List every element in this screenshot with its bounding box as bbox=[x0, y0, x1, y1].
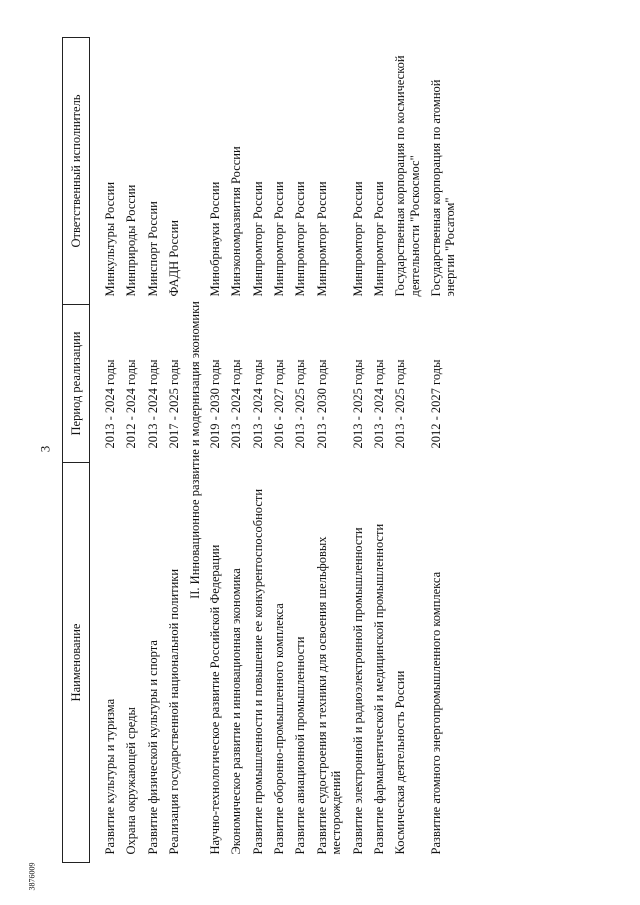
table-row bbox=[426, 38, 462, 863]
header-executor: Ответственный исполнитель bbox=[63, 38, 90, 305]
table-row bbox=[100, 38, 121, 863]
program-name-cell: Развитие культуры и туризма bbox=[103, 698, 117, 855]
program-name-cell: Развитие атомного энергопромышленного комплекса bbox=[429, 571, 443, 855]
table-row bbox=[164, 38, 185, 863]
rotated-table-sheet bbox=[62, 38, 552, 863]
program-name-cell: Развитие авиационной промышленности bbox=[293, 636, 308, 855]
period-cell: 2013 - 2024 годы bbox=[250, 359, 265, 449]
executor-cell: Государственная корпорация по атомной энергии "Росатом" bbox=[429, 79, 458, 297]
header-period: Период реализации bbox=[63, 305, 90, 463]
spacer-cell bbox=[90, 38, 101, 863]
executor-cell: Минпромторг России bbox=[371, 181, 386, 297]
executor-cell: ФАДН России bbox=[167, 220, 182, 297]
program-name-cell: Реализация государственной национальной политики bbox=[167, 568, 182, 855]
period-cell: 2013 - 2024 годы bbox=[371, 359, 386, 449]
table-row bbox=[290, 38, 311, 863]
table-row bbox=[205, 38, 226, 863]
period-cell: 2017 - 2025 годы bbox=[167, 359, 182, 449]
period-cell: 2013 - 2024 годы bbox=[103, 359, 117, 449]
table-row bbox=[348, 38, 369, 863]
period-cell: 2013 - 2025 годы bbox=[350, 359, 365, 449]
programs-table bbox=[62, 37, 462, 863]
program-name-cell: Научно-технологическое развитие Российской Федерации bbox=[207, 544, 222, 855]
executor-cell: Минпромторг России bbox=[250, 181, 265, 297]
executor-cell: Минпромторг России bbox=[293, 181, 308, 297]
section-row bbox=[186, 38, 205, 863]
program-name-cell: Развитие промышленности и повышение ее конкурентоспособности bbox=[250, 488, 265, 855]
period-cell: 2012 - 2027 годы bbox=[429, 359, 443, 449]
period-cell: 2019 - 2030 годы bbox=[207, 359, 222, 449]
table-row bbox=[390, 38, 426, 863]
executor-cell: Минпромторг России bbox=[272, 181, 286, 297]
document-code: 3876009 bbox=[27, 862, 37, 891]
spacer-row bbox=[90, 38, 101, 863]
executor-cell: Минпромторг России bbox=[350, 181, 365, 297]
period-cell: 2016 - 2027 годы bbox=[272, 359, 286, 449]
header-name: Наименование bbox=[63, 463, 90, 863]
table-row bbox=[269, 38, 290, 863]
table-row bbox=[143, 38, 164, 863]
period-cell: 2013 - 2025 годы bbox=[293, 359, 308, 449]
period-cell: 2013 - 2030 годы bbox=[314, 359, 329, 449]
period-cell: 2013 - 2025 годы bbox=[393, 359, 408, 449]
period-cell: 2012 - 2024 годы bbox=[124, 359, 139, 449]
program-name-cell: Развитие судостроения и техники для освоения шельфовых месторождений bbox=[314, 536, 344, 855]
table-row bbox=[226, 38, 247, 863]
executor-cell: Минэкономразвития России bbox=[229, 146, 244, 297]
table-row bbox=[121, 38, 142, 863]
period-cell: 2013 - 2024 годы bbox=[229, 359, 244, 449]
executor-cell: Минспорт России bbox=[145, 201, 160, 297]
program-name-cell: Космическая деятельность России bbox=[393, 670, 408, 855]
executor-cell: Минкультуры России bbox=[103, 181, 117, 297]
program-name-cell: Развитие фармацевтической и медицинской промышленности bbox=[371, 523, 386, 855]
table-header bbox=[63, 38, 90, 863]
program-name-cell: Развитие оборонно-промышленного комплекса bbox=[272, 603, 286, 855]
program-name-cell: Экономическое развитие и инновационная экономика bbox=[229, 568, 244, 855]
program-name-cell: Развитие физической культуры и спорта bbox=[145, 640, 160, 855]
executor-cell: Минпромторг России bbox=[314, 181, 329, 297]
executor-cell: Государственная корпорация по космической деятельности "Роскосмос" bbox=[393, 55, 422, 297]
section-title: II. Инновационное развитие и модернизация экономики bbox=[187, 301, 202, 599]
table-row bbox=[248, 38, 269, 863]
period-cell: 2013 - 2024 годы bbox=[145, 359, 160, 449]
program-name-cell: Охрана окружающей среды bbox=[124, 707, 139, 855]
executor-cell: Минприроды России bbox=[124, 184, 139, 297]
table-body bbox=[90, 38, 462, 863]
executor-cell: Минобрнауки России bbox=[207, 181, 222, 297]
table-row bbox=[312, 38, 348, 863]
page-number: 3 bbox=[37, 445, 53, 453]
table-row bbox=[369, 38, 390, 863]
program-name-cell: Развитие электронной и радиоэлектронной промышленности bbox=[350, 527, 365, 855]
